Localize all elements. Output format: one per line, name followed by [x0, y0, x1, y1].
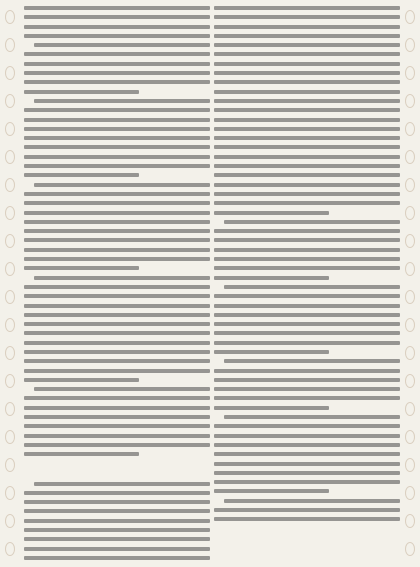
right-column: [214, 6, 400, 534]
watermark-left: [2, 10, 18, 557]
left-column: [24, 6, 210, 534]
chapter-heading: [24, 462, 210, 476]
watermark-right: [402, 10, 418, 557]
